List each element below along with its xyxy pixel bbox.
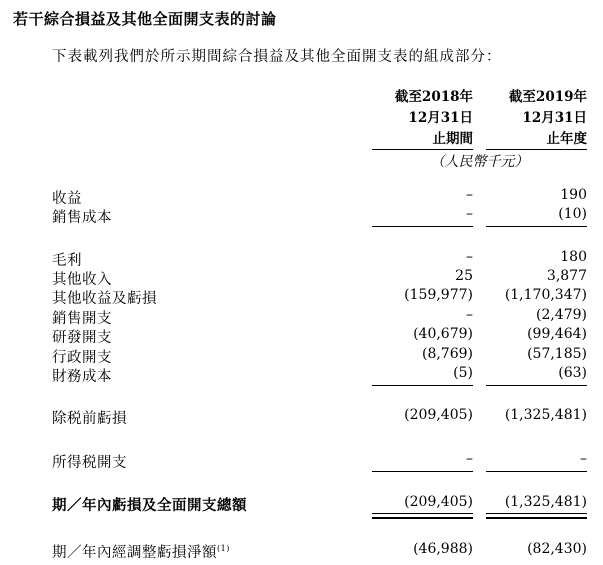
column-header-2019-line1: 截至2019年 [508, 89, 587, 105]
value-2019: 180 [560, 249, 587, 265]
column-header-2018-line1: 截至2018年 [394, 89, 473, 105]
value-2018: (159,977) [404, 287, 473, 303]
column-header-2018-line3: 止期間 [432, 131, 473, 147]
value-2019: 190 [560, 187, 587, 203]
value-2019: (99,464) [527, 326, 587, 342]
column-header-2019 [477, 87, 587, 150]
column-header-2019-line3: 止年度 [546, 131, 587, 147]
value-2019: (57,185) [527, 346, 587, 362]
value-2019: (1,325,481) [504, 407, 587, 423]
value-2019: (1,170,347) [504, 287, 587, 303]
header-rule-2018 [372, 149, 473, 150]
subtotal-rule-2019 [486, 471, 587, 472]
subtotal-rule-2018 [372, 385, 473, 386]
total-double-rule-2019 [486, 517, 587, 519]
row-label-rd-expenses: 研發開支 [52, 330, 112, 346]
column-header-2019-line2: 12月31日 [522, 110, 587, 126]
value-2019: (2,479) [535, 307, 587, 323]
row-label-adjusted-net-loss [52, 541, 230, 562]
row-label-loss-before-tax: 除税前虧損 [52, 411, 127, 427]
subtotal-rule-2018 [372, 226, 473, 227]
value-2019: 3,877 [546, 268, 587, 284]
value-2018: (5) [453, 365, 473, 381]
row-label-other-gains-losses: 其他收益及虧損 [52, 291, 157, 307]
total-double-rule-2018 [372, 513, 473, 514]
row-label-income-tax: 所得税開支 [52, 455, 127, 471]
value-2018: (8,769) [421, 346, 473, 362]
footnote-marker: (1) [217, 544, 230, 554]
value-2018: (209,405) [404, 407, 473, 423]
value-2018: – [466, 187, 473, 203]
column-header-2018-line2: 12月31日 [408, 110, 473, 126]
adjusted-net-loss-text: 期／年內經調整虧損淨額 [52, 545, 217, 561]
section-title: 若干綜合損益及其他全面開支表的討論 [13, 10, 277, 28]
value-2019: – [580, 451, 587, 467]
row-label-cost-of-sales: 銷售成本 [52, 210, 112, 226]
total-double-rule-2019 [486, 513, 587, 514]
subtotal-rule-2018 [372, 471, 473, 472]
header-rule-2019 [486, 149, 587, 150]
row-label-gross-profit: 毛利 [52, 253, 82, 269]
intro-text: 下表載列我們於所示期間綜合損益及其他全面開支表的組成部分： [52, 49, 502, 65]
value-2018: – [466, 451, 473, 467]
value-2018: (40,679) [413, 326, 473, 342]
value-2019: (10) [558, 206, 587, 222]
column-header-2018 [363, 87, 473, 150]
value-2018: (46,988) [413, 541, 473, 557]
value-2018: 25 [455, 268, 473, 284]
subtotal-rule-2019 [486, 226, 587, 227]
value-2018: – [466, 307, 473, 323]
total-double-rule-2018 [372, 517, 473, 519]
row-label-revenue: 收益 [52, 191, 82, 207]
row-label-selling-expenses: 銷售開支 [52, 311, 112, 327]
value-2019: (82,430) [527, 541, 587, 557]
row-label-admin-expenses: 行政開支 [52, 350, 112, 366]
value-2019: (1,325,481) [504, 494, 587, 510]
row-label-other-income: 其他收入 [52, 272, 112, 288]
subtotal-rule-2019 [486, 385, 587, 386]
value-2018: – [466, 206, 473, 222]
value-2018: – [466, 249, 473, 265]
row-label-total-loss: 期／年內虧損及全面開支總額 [52, 497, 247, 514]
row-label-finance-costs: 財務成本 [52, 369, 112, 385]
unit-label: （人民幣千元） [430, 154, 529, 170]
value-2018: (209,405) [404, 494, 473, 510]
value-2019: (63) [558, 365, 587, 381]
